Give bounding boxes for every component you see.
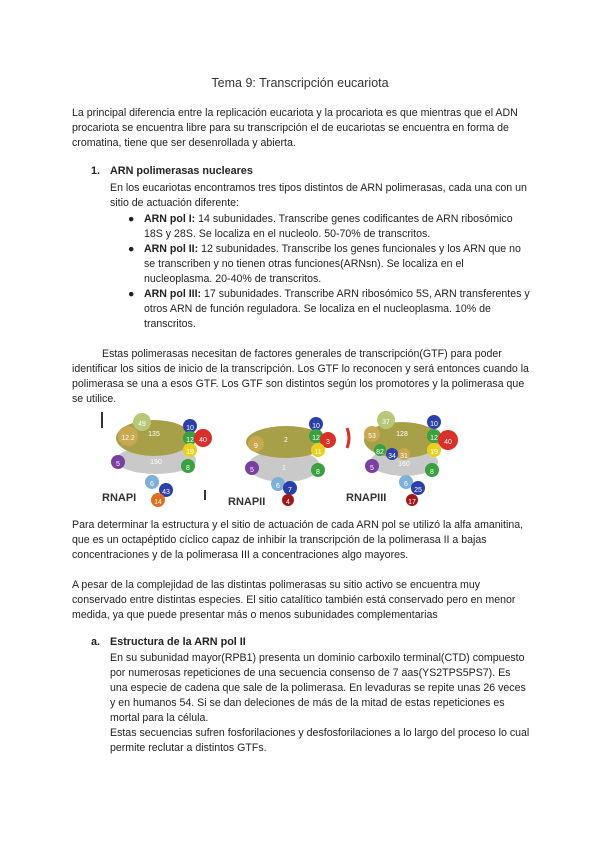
subunit-number-label: 19 bbox=[186, 449, 194, 456]
list-item-pol-ii bbox=[128, 242, 530, 287]
section-a-text-1: En su subunidad mayor(RPB1) presenta un dominio carboxilo terminal(CTD) compuesto por numerosas repeticiones de una secuencia consenso de 7 aas(YS2TPS5PS7). Es una especie de cadena que sale de la polimerasa. En levaduras se repite unas 26 veces y en humanos 54. Si se dan deleciones de más de la mitad de estas repeticiones es mortal para la célula. bbox=[110, 652, 526, 724]
subunit-number-label: 31 bbox=[400, 453, 408, 460]
ctd-tail bbox=[347, 428, 349, 448]
gtf-paragraph: Estas polimerasas necesitan de factores generales de transcripción(GTF) para poder identificar los sitios de inicio de la transcripción. Los GTF lo reconocen y será entonces cuando la polimerasa se una a esos GTF. Los GTF son distintos según los promotores y la polimerasa que se utilice. bbox=[72, 348, 529, 405]
subunit-number-label: 6 bbox=[276, 483, 280, 490]
pol-i-label: ARN pol I: bbox=[144, 213, 196, 225]
subunit-number-label: 12 bbox=[186, 437, 194, 444]
pol-iii-label: ARN pol III: bbox=[144, 288, 202, 300]
rnapi-label: RNAPI bbox=[102, 492, 137, 504]
section-1-number: 1. bbox=[91, 165, 101, 177]
pol-i-text: 14 subunidades. Transcribe genes codificantes de ARN ribosómico 18S y 28S. Se localiza en el nucleolo. 50-70% de transcritos. bbox=[144, 213, 513, 240]
polymerase-figure bbox=[94, 410, 474, 510]
subunit-number-label: 10 bbox=[430, 421, 438, 428]
pol-ii-text: 12 subunidades. Transcribe los genes funcionales y los ARN que no se transcriben y no tienen otras funciones(ARNsn). Se localiza en el nucleoplasma. 20-40% de transcritos. bbox=[144, 243, 521, 285]
subunit-number-label: 1 bbox=[282, 465, 286, 472]
list-item-pol-i bbox=[128, 212, 530, 242]
pol-ii-label: ARN pol II: bbox=[144, 243, 199, 255]
subunit-number-label: 6 bbox=[404, 481, 408, 488]
subunit-number-label: 10 bbox=[186, 425, 194, 432]
amanitina-paragraph: Para determinar la estructura y el sitio de actuación de cada ARN pol se utilizó la alfa amanitina, que es un octapéptido cíclico capaz de inhibir la transcripción de la polimerasa II a bajas concentraciones y de la polimerasa III a concentraciones algo mayores. bbox=[72, 519, 524, 561]
section-a-number: a. bbox=[91, 636, 101, 648]
subunit-number-label: 14 bbox=[154, 499, 162, 506]
section-a-title: Estructura de la ARN pol II bbox=[110, 636, 246, 648]
subunit-number-label: 17 bbox=[408, 499, 416, 506]
subunit-number-label: 12 bbox=[312, 435, 320, 442]
rnapii-label: RNAPII bbox=[228, 496, 266, 508]
subunit-number-label: 11 bbox=[314, 449, 322, 456]
subunit-number-label: 5 bbox=[370, 465, 374, 472]
tick-mark bbox=[204, 490, 206, 500]
subunit-number-label: 53 bbox=[368, 433, 376, 440]
subunit-number-label: 82 bbox=[376, 449, 384, 456]
subunit-number-label: 49 bbox=[138, 421, 146, 428]
subunit-number-label: 4 bbox=[286, 499, 290, 506]
subunit-number-label: 19 bbox=[430, 449, 438, 456]
subunit-number-label: 160 bbox=[398, 461, 410, 468]
subunit-number-label: 6 bbox=[150, 481, 154, 488]
rnapiii-label: RNAPIII bbox=[346, 492, 387, 504]
subunit-number-label: 8 bbox=[316, 469, 320, 476]
section-1-heading bbox=[91, 165, 253, 177]
subunit-number-label: 135 bbox=[148, 431, 160, 438]
subunit-number-label: 5 bbox=[250, 467, 254, 474]
active-site-paragraph: A pesar de la complejidad de las distintas polimerasas su sitio activo se encuentra muy conservado entre distintas especies. El sitio catalítico también está conservado pero en menor medida, ya que puede presentar más o menos subunidades complementarias bbox=[72, 579, 516, 621]
subunit-number-label: 5 bbox=[116, 461, 120, 468]
bullet-icon: ● bbox=[128, 213, 135, 225]
subunit-number-label: 12 bbox=[430, 435, 438, 442]
page-title: Tema 9: Transcripción eucariota bbox=[211, 76, 389, 90]
subunit-number-label: 43 bbox=[162, 489, 170, 496]
subunit-number-label: 7 bbox=[288, 487, 292, 494]
subunit-number-label: 34 bbox=[388, 453, 396, 460]
subunit-number-label: 37 bbox=[382, 419, 390, 426]
polymerase-diagram bbox=[94, 410, 474, 510]
subunit-number-label: 8 bbox=[186, 465, 190, 472]
pol-iii-text: 17 subunidades. Transcribe ARN ribosómico 5S, ARN transferentes y otros ARN de función reguladora. Se localiza en el nucleoplasma. 10% de transcritos. bbox=[144, 288, 530, 330]
bullet-icon: ● bbox=[128, 288, 135, 300]
subunit-number-label: 10 bbox=[312, 423, 320, 430]
list-item-pol-iii bbox=[128, 287, 530, 332]
subunit-number-label: 128 bbox=[396, 431, 408, 438]
subunit-number-label: 2 bbox=[284, 437, 288, 444]
section-a-text-2: Estas secuencias sufren fosforilaciones y desfosforilaciones a lo largo del proceso lo cual permite reclutar a distintos GTFs. bbox=[110, 727, 530, 754]
section-a-heading bbox=[91, 636, 246, 648]
subunit-number-label: 8 bbox=[430, 469, 434, 476]
subunit-number-label: 25 bbox=[414, 487, 422, 494]
rnapii-diagram bbox=[245, 417, 349, 506]
bullet-icon: ● bbox=[128, 243, 135, 255]
tick-mark bbox=[101, 412, 103, 428]
subunit-number-label: 3 bbox=[326, 439, 330, 446]
section-1-text: En los eucariotas encontramos tres tipos distintos de ARN polimerasas, cada una con un sitio de actuación diferente: bbox=[110, 182, 527, 209]
section-1-title: ARN polimerasas nucleares bbox=[110, 165, 253, 177]
subunit-number-label: 190 bbox=[150, 459, 162, 466]
subunit-number-label: 12.2 bbox=[121, 435, 135, 442]
intro-paragraph: La principal diferencia entre la replicación eucariota y la procariota es que mientras que el ADN procariota se encuentra libre para su transcripción el de eucariotas se encuentra en forma de cromatina, tiene que ser desenrollada y abierta. bbox=[72, 107, 518, 149]
subunit-number-label: 9 bbox=[254, 443, 258, 450]
subunit-number-label: 40 bbox=[444, 439, 452, 446]
subunit-number-label: 40 bbox=[199, 437, 207, 444]
polymerase-list bbox=[128, 212, 530, 332]
